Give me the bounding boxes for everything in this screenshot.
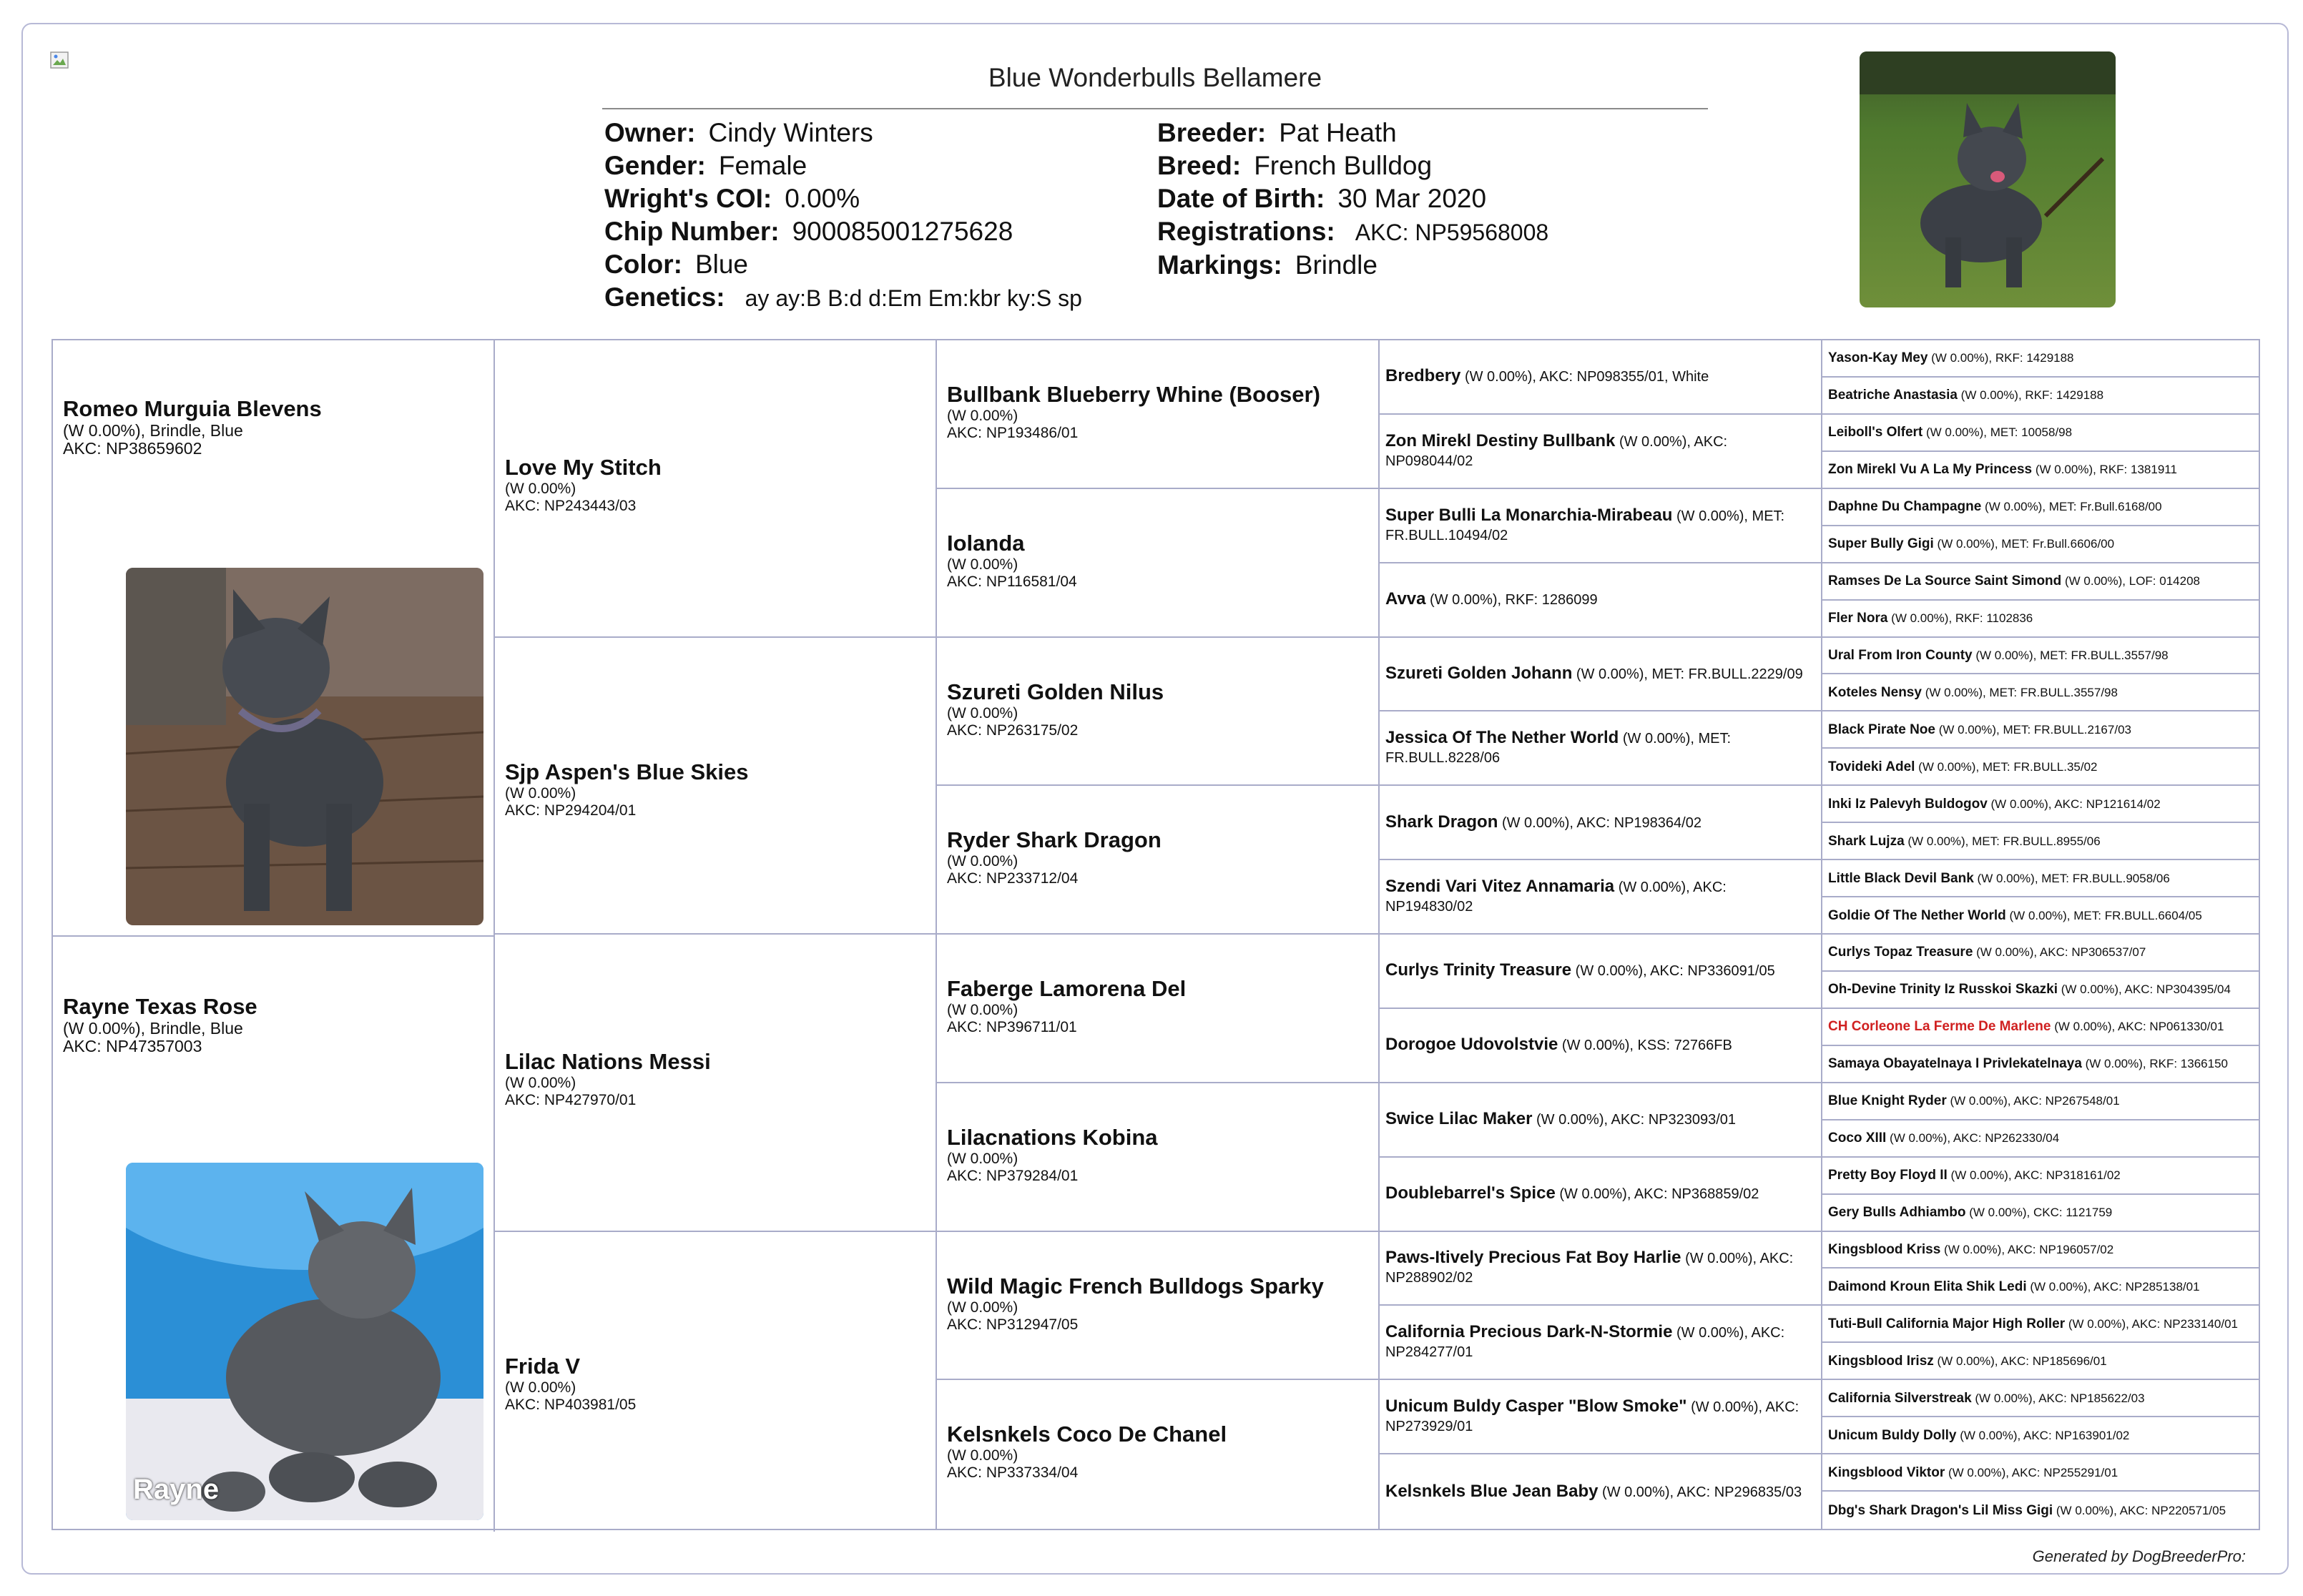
gen5-name: Kingsblood Irisz [1828,1353,1934,1369]
gen4-name: California Precious Dark-N-Stormie [1385,1322,1673,1342]
gen4-cell [1380,1009,1822,1083]
gen4-info: (W 0.00%), AKC: NP284277/01 [1385,1325,1785,1361]
gen3-cell [937,1232,1380,1381]
gen5-name: Daimond Kroun Elita Shik Ledi [1828,1279,2027,1294]
gen4-cell [1380,711,1822,786]
gen5-cell [1822,711,2259,749]
gen5-name: Gery Bulls Adhiambo [1828,1205,1966,1221]
gen2-name: Sjp Aspen's Blue Skies [505,759,749,784]
gen3-cell [937,638,1380,787]
gen4-info: (W 0.00%), AKC: NP198364/02 [1501,814,1702,831]
gen5-info: (W 0.00%), MET: FR.BULL.8955/06 [1907,834,2101,848]
gen5-info: (W 0.00%), RKF: 1429188 [1960,388,2104,403]
breed-row: Breed: French Bulldog [1157,151,1433,180]
title-divider [602,108,1708,109]
broken-image-icon [50,51,74,73]
gen4-name: Szendi Vari Vitez Annamaria [1385,877,1615,897]
gen5-info: (W 0.00%), AKC: NP267548/01 [1950,1094,2120,1108]
gen5-cell [1822,1046,2259,1083]
gen4-name: Doublebarrel's Spice [1385,1183,1556,1203]
gen4-cell [1380,1306,1822,1380]
gen5-cell [1822,1269,2259,1306]
gen5-cell [1822,638,2259,675]
gen2-registration: AKC: NP403981/05 [505,1396,637,1413]
gen5-info: (W 0.00%), AKC: NP304395/04 [2061,982,2231,997]
gen5-name: Goldie Of The Nether World [1828,907,2006,923]
sire-registration: AKC: NP38659602 [63,439,202,458]
gen2-details: (W 0.00%) [505,481,576,497]
dam-details: (W 0.00%), Brindle, Blue [63,1019,243,1038]
registrations-row: Registrations: AKC: NP59568008 [1157,217,1549,246]
gen5-cell [1822,1343,2259,1380]
gen3-registration: AKC: NP116581/04 [947,573,1077,590]
gen3-name: Bullbank Blueberry Whine (Booser) [947,382,1320,407]
gen5-name: Oh-Devine Trinity Iz Russkoi Skazki [1828,982,2058,998]
gen4-info: (W 0.00%), AKC: NP194830/02 [1385,880,1727,915]
gen2-cell [495,340,937,638]
breeder-row: Breeder: Pat Heath [1157,118,1397,147]
gen5-info: (W 0.00%), RKF: 1366150 [2085,1057,2228,1071]
gen4-cell [1380,489,1822,563]
gen5-name: Fler Nora [1828,611,1888,626]
gen4-name: Shark Dragon [1385,812,1498,832]
gen3-details: (W 0.00%) [947,853,1018,870]
gen3-cell [937,340,1380,489]
gen5-name: Kingsblood Kriss [1828,1241,1941,1257]
sire-name: Romeo Murguia Blevens [63,396,322,421]
gen2-details: (W 0.00%) [505,784,576,802]
gen3-registration: AKC: NP337334/04 [947,1464,1079,1482]
dam-name: Rayne Texas Rose [63,994,257,1019]
gen5-cell [1822,1083,2259,1120]
gen5-cell [1822,1232,2259,1269]
gen3-registration: AKC: NP379284/01 [947,1167,1079,1184]
markings-row: Markings: Brindle [1157,250,1378,280]
gen4-info: (W 0.00%), RKF: 1286099 [1430,592,1598,609]
gen5-info: (W 0.00%), AKC: NP318161/02 [1950,1168,2121,1183]
gen5-info: (W 0.00%), AKC: NP121614/02 [1990,797,2161,811]
gen5-name: Tovideki Adel [1828,759,1915,774]
gen5-name: Black Pirate Noe [1828,721,1935,737]
gen4-info: (W 0.00%), MET: FR.BULL.8228/06 [1385,731,1732,767]
pedigree-table [51,339,2260,1530]
gen5-info: (W 0.00%), AKC: NP306537/07 [1976,945,2146,960]
gen4-info: (W 0.00%), AKC: NP368859/02 [1559,1186,1759,1203]
gen5-name: Yason-Kay Mey [1828,350,1928,366]
gen5-info: (W 0.00%), MET: Fr.Bull.6168/00 [1985,500,2162,514]
gen3-name: Faberge Lamorena Del [947,976,1187,1001]
gen4-info: (W 0.00%), KSS: 72766FB [1561,1038,1732,1054]
gen3-details: (W 0.00%) [947,704,1018,721]
gen5-name: Beatriche Anastasia [1828,388,1958,403]
gen5-info: (W 0.00%), MET: FR.BULL.9058/06 [1977,871,2170,885]
gen4-cell [1380,935,1822,1009]
gen5-cell [1822,897,2259,935]
gen5-name: Tuti-Bull California Major High Roller [1828,1316,2066,1331]
gen5-info: (W 0.00%), RKF: 1429188 [1931,351,2074,365]
gen5-info: (W 0.00%), AKC: NP185696/01 [1937,1354,2107,1368]
gen5-name: Daphne Du Champagne [1828,499,1982,515]
gen4-cell [1380,786,1822,860]
gen5-cell [1822,601,2259,638]
gen5-name: Little Black Devil Bank [1828,870,1974,886]
gen2-name: Lilac Nations Messi [505,1049,711,1074]
gen4-cell [1380,1454,1822,1529]
dog-info-right [1157,117,1548,282]
gen5-name: Inki Iz Palevyh Buldogov [1828,796,1988,812]
gen5-cell [1822,415,2259,452]
gen5-cell [1822,860,2259,897]
gen4-name: Jessica Of The Nether World [1385,728,1619,748]
gen5-name: CH Corleone La Ferme De Marlene [1828,1019,2051,1035]
dob-row: Date of Birth: 30 Mar 2020 [1157,184,1487,213]
gen5-name: Blue Knight Ryder [1828,1093,1947,1109]
gen5-cell [1822,340,2259,378]
page-title: Blue Wonderbulls Bellamere [988,63,1322,92]
gen4-info: (W 0.00%), AKC: NP273929/01 [1385,1399,1799,1435]
gen3-cell [937,786,1380,935]
gen2-name: Frida V [505,1353,581,1379]
gen5-info: (W 0.00%), AKC: NP220571/05 [2056,1503,2226,1517]
gen4-name: Swice Lilac Maker [1385,1109,1533,1129]
gen2-cell [495,935,937,1232]
gen4-name: Curlys Trinity Treasure [1385,960,1572,980]
gen5-cell [1822,823,2259,860]
dam-registration: AKC: NP47357003 [63,1037,202,1055]
dam-cell [53,937,495,1532]
gen2-registration: AKC: NP294204/01 [505,802,637,819]
gen5-cell [1822,972,2259,1009]
gen3-name: Lilacnations Kobina [947,1124,1158,1150]
gen5-name: Unicum Buldy Dolly [1828,1427,1957,1443]
gen4-info: (W 0.00%), AKC: NP296835/03 [1602,1484,1802,1500]
gen5-info: (W 0.00%), MET: FR.BULL.35/02 [1918,759,2098,774]
gen3-cell [937,489,1380,638]
gen5-info: (W 0.00%), LOF: 014208 [2065,574,2200,588]
gen5-name: Super Bully Gigi [1828,536,1934,552]
gen3-registration: AKC: NP263175/02 [947,721,1079,739]
gen4-cell [1380,860,1822,935]
gen4-info: (W 0.00%), MET: FR.BULL.2229/09 [1576,666,1803,682]
gen3-cell [937,935,1380,1083]
gen5-name: Pretty Boy Floyd II [1828,1168,1948,1183]
gen5-info: (W 0.00%), AKC: NP255291/01 [1948,1465,2118,1479]
gen5-cell [1822,674,2259,711]
gen2-details: (W 0.00%) [505,1075,576,1091]
gen5-cell [1822,935,2259,972]
gen4-cell [1380,563,1822,638]
gen4-info: (W 0.00%), MET: FR.BULL.10494/02 [1385,508,1785,543]
gen5-name: Samaya Obayatelnaya I Privlekatelnaya [1828,1056,2082,1072]
gen4-cell [1380,1380,1822,1454]
dog-info-left [604,117,1082,315]
gen4-info: (W 0.00%), AKC: NP323093/01 [1536,1112,1737,1128]
sire-details: (W 0.00%), Brindle, Blue [63,421,243,440]
gen4-cell [1380,1232,1822,1306]
gen5-cell [1822,1158,2259,1195]
gen3-details: (W 0.00%) [947,556,1018,573]
dam-photo [126,1163,483,1520]
gen4-name: Bredbery [1385,366,1461,386]
gen5-info: (W 0.00%), MET: 10058/98 [1926,425,2073,440]
gen4-name: Unicum Buldy Casper "Blow Smoke" [1385,1396,1687,1417]
gen5-info: (W 0.00%), MET: Fr.Bull.6606/00 [1937,537,2115,551]
gen4-info: (W 0.00%), AKC: NP336091/05 [1575,963,1775,980]
coi-row: Wright's COI: 0.00% [604,184,860,213]
gen5-cell [1822,563,2259,601]
gen4-cell [1380,1158,1822,1232]
gen5-cell [1822,1454,2259,1492]
gen5-name: Coco XIII [1828,1130,1887,1146]
gender-row: Gender: Female [604,151,807,180]
gen3-registration: AKC: NP396711/01 [947,1019,1077,1035]
gen5-cell [1822,1195,2259,1232]
gen4-cell [1380,638,1822,712]
gen3-details: (W 0.00%) [947,1299,1018,1316]
gen4-name: Super Bulli La Monarchia-Mirabeau [1385,505,1673,525]
gen2-name: Love My Stitch [505,455,662,480]
gen5-info: (W 0.00%), AKC: NP185622/03 [1975,1391,2145,1405]
genetics-row: Genetics: ay ay:B B:d d:Em Em:kbr ky:S sp [604,282,1082,312]
gen5-cell [1822,749,2259,786]
color-row: Color: Blue [604,250,748,279]
gen5-name: Shark Lujza [1828,833,1905,849]
gen5-info: (W 0.00%), RKF: 1102836 [1891,611,2033,626]
owner-row: Owner: Cindy Winters [604,118,873,147]
gen4-name: Dorogoe Udovolstvie [1385,1035,1558,1055]
gen4-name: Kelsnkels Blue Jean Baby [1385,1481,1599,1501]
gen3-registration: AKC: NP193486/01 [947,425,1079,441]
gen3-name: Ryder Shark Dragon [947,827,1162,853]
gen5-info: (W 0.00%), MET: FR.BULL.6604/05 [2009,908,2202,922]
gen5-info: (W 0.00%), RKF: 1381911 [2035,463,2177,477]
gen2-registration: AKC: NP243443/03 [505,498,637,514]
gen3-details: (W 0.00%) [947,1447,1018,1464]
sire-photo [126,568,483,925]
gen5-name: Zon Mirekl Vu A La My Princess [1828,462,2033,478]
gen5-info: (W 0.00%), MET: FR.BULL.3557/98 [1975,648,2169,662]
gen3-cell [937,1083,1380,1232]
gen4-cell [1380,340,1822,415]
gen5-name: Dbg's Shark Dragon's Lil Miss Gigi [1828,1502,2053,1518]
gen5-name: Kingsblood Viktor [1828,1464,1945,1480]
gen5-info: (W 0.00%), AKC: NP262330/04 [1890,1131,2060,1146]
gen5-cell [1822,1120,2259,1158]
gen4-name: Avva [1385,589,1426,609]
gen5-info: (W 0.00%), CKC: 1121759 [1969,1206,2113,1220]
gen2-registration: AKC: NP427970/01 [505,1092,637,1108]
gen5-cell [1822,786,2259,823]
gen3-details: (W 0.00%) [947,1002,1018,1018]
gen4-info: (W 0.00%), AKC: NP098044/02 [1385,433,1728,469]
gen5-name: California Silverstreak [1828,1390,1972,1406]
gen5-cell [1822,1306,2259,1343]
gen5-name: Koteles Nensy [1828,684,1922,700]
gen4-info: (W 0.00%), AKC: NP288902/02 [1385,1251,1794,1286]
gen2-details: (W 0.00%) [505,1379,576,1396]
gen3-name: Wild Magic French Bulldogs Sparky [947,1273,1324,1299]
gen4-name: Paws-Itively Precious Fat Boy Harlie [1385,1248,1681,1268]
gen5-cell [1822,1380,2259,1417]
gen3-details: (W 0.00%) [947,1150,1018,1167]
gen5-info: (W 0.00%), MET: FR.BULL.2167/03 [1938,722,2131,737]
gen5-info: (W 0.00%), AKC: NP196057/02 [1944,1242,2114,1256]
gen5-name: Leiboll's Olfert [1828,425,1923,440]
gen5-cell [1822,489,2259,526]
gen4-name: Szureti Golden Johann [1385,663,1573,683]
gen3-registration: AKC: NP233712/04 [947,870,1079,887]
gen3-cell [937,1380,1380,1529]
chip-row: Chip Number: 900085001275628 [604,217,1013,246]
gen5-info: (W 0.00%), AKC: NP285138/01 [2030,1279,2200,1294]
sire-cell [53,340,495,937]
gen5-cell [1822,1009,2259,1046]
gen5-info: (W 0.00%), AKC: NP233140/01 [2068,1316,2239,1331]
gen5-name: Ramses De La Source Saint Simond [1828,573,2062,589]
gen5-name: Ural From Iron County [1828,647,1973,663]
gen5-cell [1822,452,2259,489]
gen3-registration: AKC: NP312947/05 [947,1316,1079,1333]
gen5-cell [1822,1417,2259,1454]
gen4-cell [1380,1083,1822,1158]
dam-photo-caption: Rayne [133,1474,220,1505]
gen3-name: Szureti Golden Nilus [947,679,1164,704]
gen5-info: (W 0.00%), MET: FR.BULL.3557/98 [1925,685,2118,699]
dog-photo [1860,51,2116,307]
gen4-info: (W 0.00%), AKC: NP098355/01, White [1464,369,1709,385]
gen5-info: (W 0.00%), AKC: NP163901/02 [1960,1428,2130,1442]
gen3-name: Iolanda [947,530,1025,556]
gen5-name: Curlys Topaz Treasure [1828,945,1973,960]
gen4-cell [1380,415,1822,489]
gen4-name: Zon Mirekl Destiny Bullbank [1385,430,1616,450]
gen5-cell [1822,1492,2259,1529]
gen3-details: (W 0.00%) [947,408,1018,424]
gen2-cell [495,638,937,935]
gen5-cell [1822,526,2259,563]
gen2-cell [495,1232,937,1530]
gen5-cell [1822,378,2259,415]
gen5-info: (W 0.00%), AKC: NP061330/01 [2054,1020,2224,1034]
gen3-name: Kelsnkels Coco De Chanel [947,1422,1227,1447]
generated-by-footer: Generated by DogBreederPro: [2032,1547,2246,1565]
